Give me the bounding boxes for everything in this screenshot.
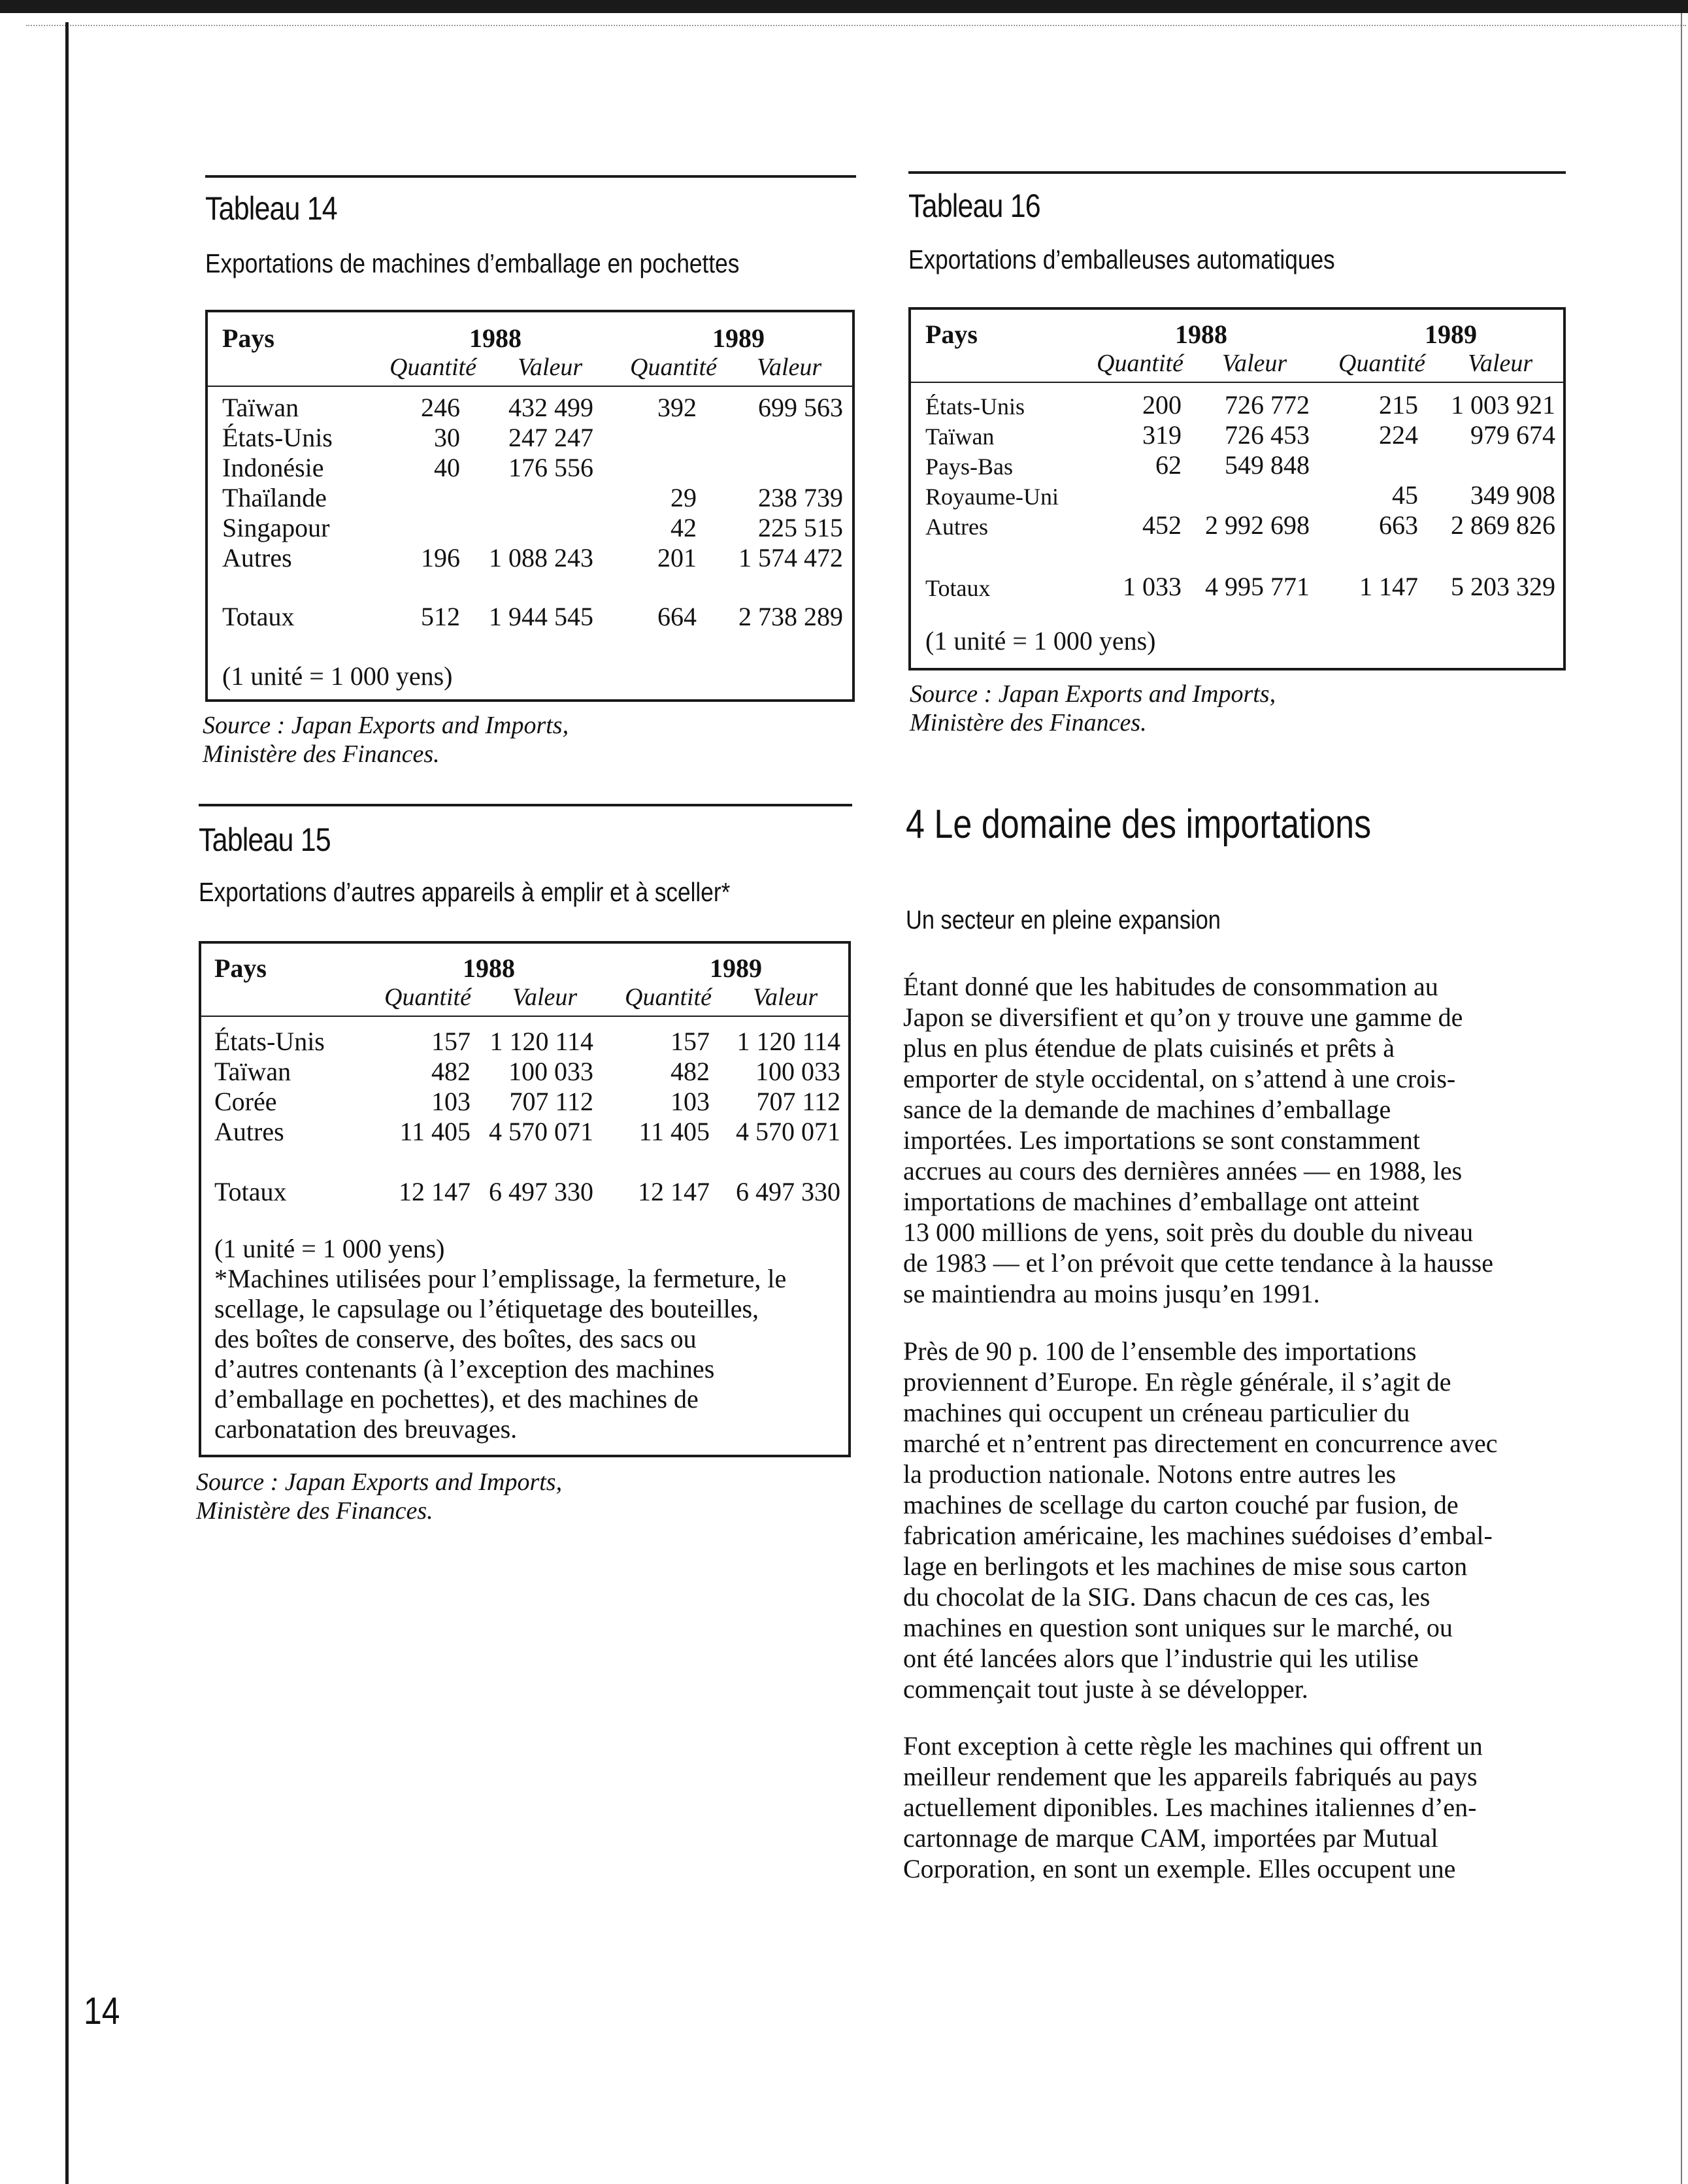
scan-line — [26, 25, 1686, 26]
cell-qty-1988: 11 405 — [399, 1117, 471, 1146]
cell-qty-1989: 11 405 — [638, 1117, 710, 1146]
header-year-1989: 1989 — [1425, 320, 1477, 349]
cell-country: Corée — [214, 1087, 277, 1116]
table-14-source: Source : Japan Exports and Imports, Ministère des Finances. — [203, 712, 569, 768]
table-15-heading — [199, 821, 352, 859]
cell-total-val-1988: 6 497 330 — [489, 1177, 593, 1206]
cell-qty-1988: 62 — [1155, 450, 1182, 480]
text-line: lage en berlingots et les machines de mise sous carton — [903, 1551, 1468, 1581]
cell-val-1988: 176 556 — [508, 453, 593, 482]
header-year-1989: 1989 — [712, 323, 765, 353]
cell-country: États-Unis — [925, 393, 1025, 420]
text-line: Font exception à cette règle les machines qui offrent un — [903, 1731, 1483, 1761]
cell-val-1988: 100 033 — [508, 1057, 593, 1086]
cell-qty-1988: 319 — [1142, 420, 1182, 450]
cell-country: Autres — [214, 1117, 284, 1146]
text-line: meilleur rendement que les appareils fabriqués au pays — [903, 1762, 1478, 1791]
table-14-title: Tableau 14 — [205, 190, 337, 227]
cell-val-1989: 979 674 — [1470, 420, 1555, 450]
cell-qty-1988: 452 — [1142, 510, 1182, 540]
paragraph-3 — [903, 1730, 1483, 1884]
cell-country: États-Unis — [214, 1027, 325, 1056]
cell-total-label: Totaux — [925, 575, 991, 601]
header-quantity-1989: Quantité — [1338, 350, 1425, 377]
cell-qty-1989: 663 — [1379, 510, 1418, 540]
cell-qty-1989: 103 — [670, 1087, 710, 1116]
text-line: la production nationale. Notons entre autres les — [903, 1459, 1397, 1489]
header-pays: Pays — [925, 320, 978, 349]
cell-qty-1989: 224 — [1379, 420, 1418, 450]
cell-qty-1989: 29 — [670, 483, 697, 512]
cell-qty-1988: 30 — [434, 423, 460, 452]
cell-total-qty-1989: 664 — [657, 602, 697, 631]
table-15-title: Tableau 15 — [199, 821, 331, 858]
table-15-notes: (1 unité = 1 000 yens) *Machines utilisées pour l’emplissage, la fermeture, le scellage, le capsulage ou l’étiquetage des bouteilles, des boîtes de conserve, des boîtes, des sacs ou d’autres contenants (à l’exception des machines d’emballage en pochettes), et des machines de carbonatation des breuvages. — [214, 1234, 787, 1444]
cell-qty-1988: 482 — [431, 1057, 471, 1086]
cell-total-val-1989: 2 738 289 — [738, 602, 843, 631]
table-16-subtitle: Exportations d’emballeuses automatiques — [908, 244, 1335, 274]
text-line: importations de machines d’emballage ont atteint — [903, 1187, 1419, 1216]
table-14-rule — [205, 175, 856, 178]
text-line: Étant donné que les habitudes de consommation au — [903, 972, 1438, 1001]
text-line: machines de scellage du carton couché par fusion, de — [903, 1490, 1459, 1519]
header-year-1988: 1988 — [469, 323, 521, 353]
right-edge-line — [1681, 13, 1682, 2184]
text-line: commençait tout juste à se développer. — [903, 1674, 1308, 1704]
cell-qty-1988: 157 — [431, 1027, 471, 1056]
cell-val-1989: 1 120 114 — [736, 1027, 840, 1056]
text-line: machines en question sont uniques sur le marché, ou — [903, 1613, 1453, 1642]
header-quantity-1989: Quantité — [630, 354, 717, 381]
cell-country: Taïwan — [925, 423, 995, 450]
text-line: emporter de style occidental, on s’attend à une crois- — [903, 1064, 1456, 1093]
cell-country: États-Unis — [222, 423, 333, 452]
header-quantity-1988: Quantité — [389, 354, 476, 381]
cell-qty-1988: 246 — [421, 393, 460, 422]
text-line: se maintiendra au moins jusqu’en 1991. — [903, 1279, 1320, 1308]
cell-country: Indonésie — [222, 453, 324, 482]
table-14 — [205, 310, 855, 702]
cell-qty-1988: 40 — [434, 453, 460, 482]
header-value-1988: Valeur — [1222, 350, 1287, 377]
text-line: importées. Les importations se sont constamment — [903, 1125, 1420, 1155]
cell-country: Thaïlande — [222, 483, 327, 512]
cell-total-label: Totaux — [214, 1177, 287, 1206]
table-14-caption — [205, 248, 826, 279]
table-14-unit-note: (1 unité = 1 000 yens) — [222, 661, 453, 691]
header-year-1988: 1988 — [463, 953, 515, 983]
cell-total-qty-1988: 12 147 — [399, 1177, 471, 1206]
header-value-1989: Valeur — [1468, 350, 1533, 377]
cell-val-1988: 726 453 — [1225, 420, 1310, 450]
cell-val-1988: 247 247 — [508, 423, 593, 452]
text-line: Japon se diversifient et qu’on y trouve une gamme de — [903, 1002, 1463, 1032]
cell-val-1989: 225 515 — [758, 513, 843, 542]
paragraph-2 — [903, 1336, 1497, 1704]
table-15 — [199, 941, 851, 1457]
cell-total-val-1988: 1 944 545 — [489, 602, 593, 631]
table-16-heading — [908, 187, 1062, 225]
section-title: 4 Le domaine des importations — [906, 802, 1372, 847]
section-subtitle: Un secteur en pleine expansion — [906, 906, 1221, 935]
header-pays: Pays — [222, 323, 274, 353]
cell-val-1988: 432 499 — [508, 393, 593, 422]
header-divider — [208, 386, 852, 387]
cell-country: Autres — [222, 543, 292, 572]
cell-val-1988: 1 088 243 — [489, 543, 593, 572]
header-pays: Pays — [214, 953, 267, 983]
cell-val-1989: 699 563 — [758, 393, 843, 422]
cell-val-1988: 2 992 698 — [1205, 510, 1310, 540]
text-line: Près de 90 p. 100 de l’ensemble des importations — [903, 1336, 1417, 1366]
cell-val-1988: 549 848 — [1225, 450, 1310, 480]
cell-val-1989: 1 574 472 — [738, 543, 843, 572]
paragraph-1 — [903, 971, 1493, 1309]
cell-qty-1989: 157 — [670, 1027, 710, 1056]
header-value-1988: Valeur — [512, 984, 578, 1011]
cell-val-1989: 4 570 071 — [736, 1117, 840, 1146]
header-value-1989: Valeur — [757, 354, 822, 381]
table-14-subtitle: Exportations de machines d’emballage en pochettes — [205, 248, 740, 278]
cell-total-val-1988: 4 995 771 — [1205, 572, 1310, 601]
text-line: du chocolat de la SIG. Dans chacun de ces cas, les — [903, 1582, 1431, 1612]
cell-total-val-1989: 5 203 329 — [1451, 572, 1555, 601]
cell-qty-1989: 482 — [670, 1057, 710, 1086]
cell-total-val-1989: 6 497 330 — [736, 1177, 840, 1206]
cell-total-label: Totaux — [222, 602, 295, 631]
table-15-caption — [199, 877, 817, 908]
page-number: 14 — [84, 1990, 120, 2032]
cell-qty-1989: 201 — [657, 543, 697, 572]
text-line: plus en plus étendue de plats cuisinés et prêts à — [903, 1033, 1395, 1063]
text-line: cartonnage de marque CAM, importées par Mutual — [903, 1823, 1438, 1853]
text-line: sance de la demande de machines d’emballage — [903, 1095, 1391, 1124]
text-line: Corporation, en sont un exemple. Elles occupent une — [903, 1854, 1456, 1883]
text-line: accrues au cours des dernières années — en 1988, les — [903, 1156, 1463, 1185]
text-line: de 1983 — et l’on prévoit que cette tendance à la hausse — [903, 1248, 1493, 1278]
header-quantity-1989: Quantité — [625, 984, 712, 1011]
left-margin-rule — [65, 22, 69, 2184]
text-line: 13 000 millions de yens, soit près du double du niveau — [903, 1217, 1474, 1247]
text-line: fabrication américaine, les machines suédoises d’embal- — [903, 1521, 1493, 1550]
cell-country: Taïwan — [222, 393, 299, 422]
header-divider — [911, 382, 1563, 383]
cell-qty-1988: 196 — [421, 543, 460, 572]
cell-country: Singapour — [222, 513, 330, 542]
header-divider — [201, 1016, 848, 1017]
cell-val-1989: 349 908 — [1470, 480, 1555, 510]
cell-qty-1988: 200 — [1142, 390, 1182, 420]
header-year-1988: 1988 — [1175, 320, 1227, 349]
cell-val-1988: 1 120 114 — [489, 1027, 593, 1056]
table-16 — [908, 307, 1566, 670]
cell-val-1989: 238 739 — [758, 483, 843, 512]
cell-val-1988: 707 112 — [509, 1087, 593, 1116]
cell-val-1988: 4 570 071 — [489, 1117, 593, 1146]
header-value-1988: Valeur — [518, 354, 583, 381]
cell-qty-1989: 392 — [657, 393, 697, 422]
table-16-caption — [908, 244, 1404, 275]
table-16-unit-note: (1 unité = 1 000 yens) — [925, 626, 1156, 655]
cell-country: Taïwan — [214, 1057, 291, 1086]
header-value-1989: Valeur — [753, 984, 818, 1011]
table-16-source: Source : Japan Exports and Imports, Ministère des Finances. — [910, 680, 1276, 736]
cell-total-qty-1988: 1 033 — [1123, 572, 1182, 601]
cell-val-1989: 707 112 — [756, 1087, 840, 1116]
cell-qty-1988: 103 — [431, 1087, 471, 1116]
text-line: marché et n’entrent pas directement en concurrence avec — [903, 1429, 1498, 1458]
scan-top-border — [0, 0, 1688, 13]
text-line: ont été lancées alors que l’industrie qui les utilise — [903, 1644, 1419, 1673]
cell-val-1988: 726 772 — [1225, 390, 1310, 420]
table-15-rule — [199, 804, 852, 806]
text-line: actuellement diponibles. Les machines italiennes d’en- — [903, 1793, 1477, 1822]
cell-val-1989: 100 033 — [755, 1057, 840, 1086]
table-15-subtitle: Exportations d’autres appareils à emplir et à sceller* — [199, 877, 731, 907]
table-16-rule — [908, 171, 1566, 174]
cell-qty-1989: 215 — [1379, 390, 1418, 420]
header-year-1989: 1989 — [710, 953, 762, 983]
cell-country: Autres — [925, 514, 988, 540]
header-quantity-1988: Quantité — [1097, 350, 1183, 377]
cell-total-qty-1989: 12 147 — [638, 1177, 710, 1206]
table-15-source: Source : Japan Exports and Imports, Ministère des Finances. — [196, 1468, 563, 1525]
cell-qty-1989: 42 — [670, 513, 697, 542]
cell-total-qty-1989: 1 147 — [1359, 572, 1418, 601]
cell-total-qty-1988: 512 — [421, 602, 460, 631]
header-quantity-1988: Quantité — [384, 984, 471, 1011]
text-line: proviennent d’Europe. En règle générale, il s’agit de — [903, 1367, 1451, 1397]
cell-country: Royaume-Uni — [925, 484, 1059, 510]
text-line: machines qui occupent un créneau particulier du — [903, 1398, 1410, 1427]
cell-val-1989: 1 003 921 — [1451, 390, 1555, 420]
table-14-heading — [205, 190, 359, 227]
cell-country: Pays-Bas — [925, 454, 1013, 480]
cell-val-1989: 2 869 826 — [1451, 510, 1555, 540]
cell-qty-1989: 45 — [1392, 480, 1418, 510]
table-16-title: Tableau 16 — [908, 188, 1040, 224]
